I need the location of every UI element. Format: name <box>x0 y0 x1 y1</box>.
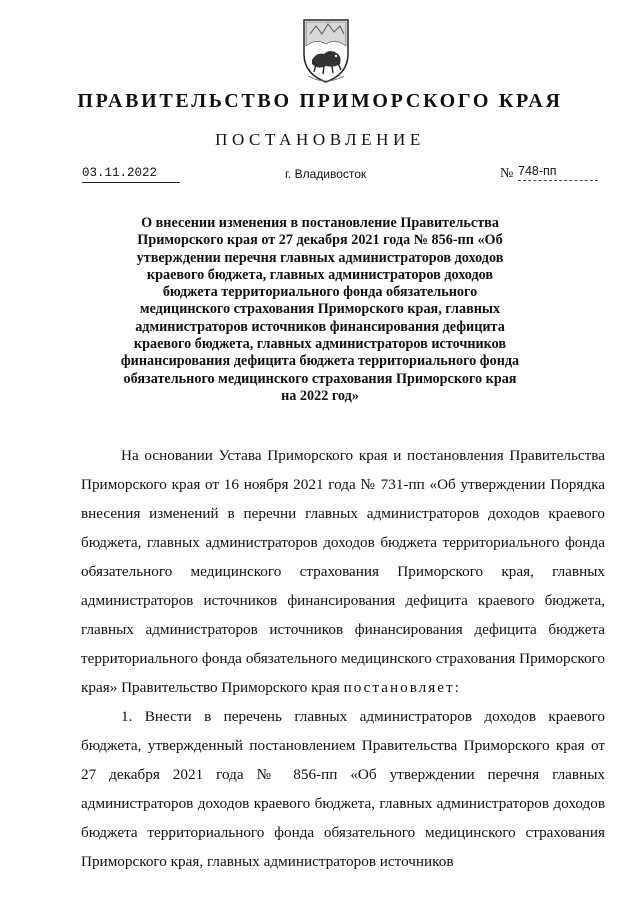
number-sign: № <box>500 166 514 181</box>
document-heading: О внесении изменения в постановление Правительства Приморского края от 27 декабря 2021 года № 856-пп «Об утверждении перечня главных администраторов доходов краевого бюджета, главных администраторов доходов бюджета территориального фонда обязательного медицинского страхования Приморского края, главных администраторов источников финансирования дефицита краевого бюджета, главных администраторов источников финансирования дефицита бюджета территориального фонда обязательного медицинского страхования Приморского края на 2022 год» <box>120 215 520 404</box>
coat-of-arms-icon <box>302 16 350 84</box>
government-title: ПРАВИТЕЛЬСТВО ПРИМОРСКОГО КРАЯ <box>77 90 563 112</box>
paragraph-preamble <box>81 441 605 702</box>
preamble-text: На основании Устава Приморского края и постановления Правительства Приморского края от 16 ноября 2021 года № 731-пп «Об утверждении Порядка внесения изменений в перечни главных администраторов доходов краевого бюджета, главных администраторов доходов бюджета территориального фонда обязательного медицинского страхования Приморского края, главных администраторов источников финансирования дефицита краевого бюджета, главных администраторов источников финансирования дефицита бюджета территориального фонда обязательного медицинского страхования Приморского края» Правительство Приморского края <box>81 447 605 696</box>
document-city: г. Владивосток <box>285 167 367 181</box>
paragraph-item-1: 1. Внести в перечень главных администраторов доходов краевого бюджета, утвержденный постановлением Правительства Приморского края от 27 декабря 2021 года № 856-пп «Об утверждении перечня главных администраторов доходов краевого бюджета, главных администраторов доходов бюджета территориального фонда обязательного медицинского страхования Приморского края, главных администраторов источников <box>81 708 605 870</box>
resolves-word: постановляет: <box>343 679 461 696</box>
document-date: 03.11.2022 <box>82 164 180 183</box>
document-number: 748-пп <box>518 163 598 181</box>
document-type: ПОСТАНОВЛЕНИЕ <box>215 130 425 149</box>
document-body <box>81 441 605 876</box>
